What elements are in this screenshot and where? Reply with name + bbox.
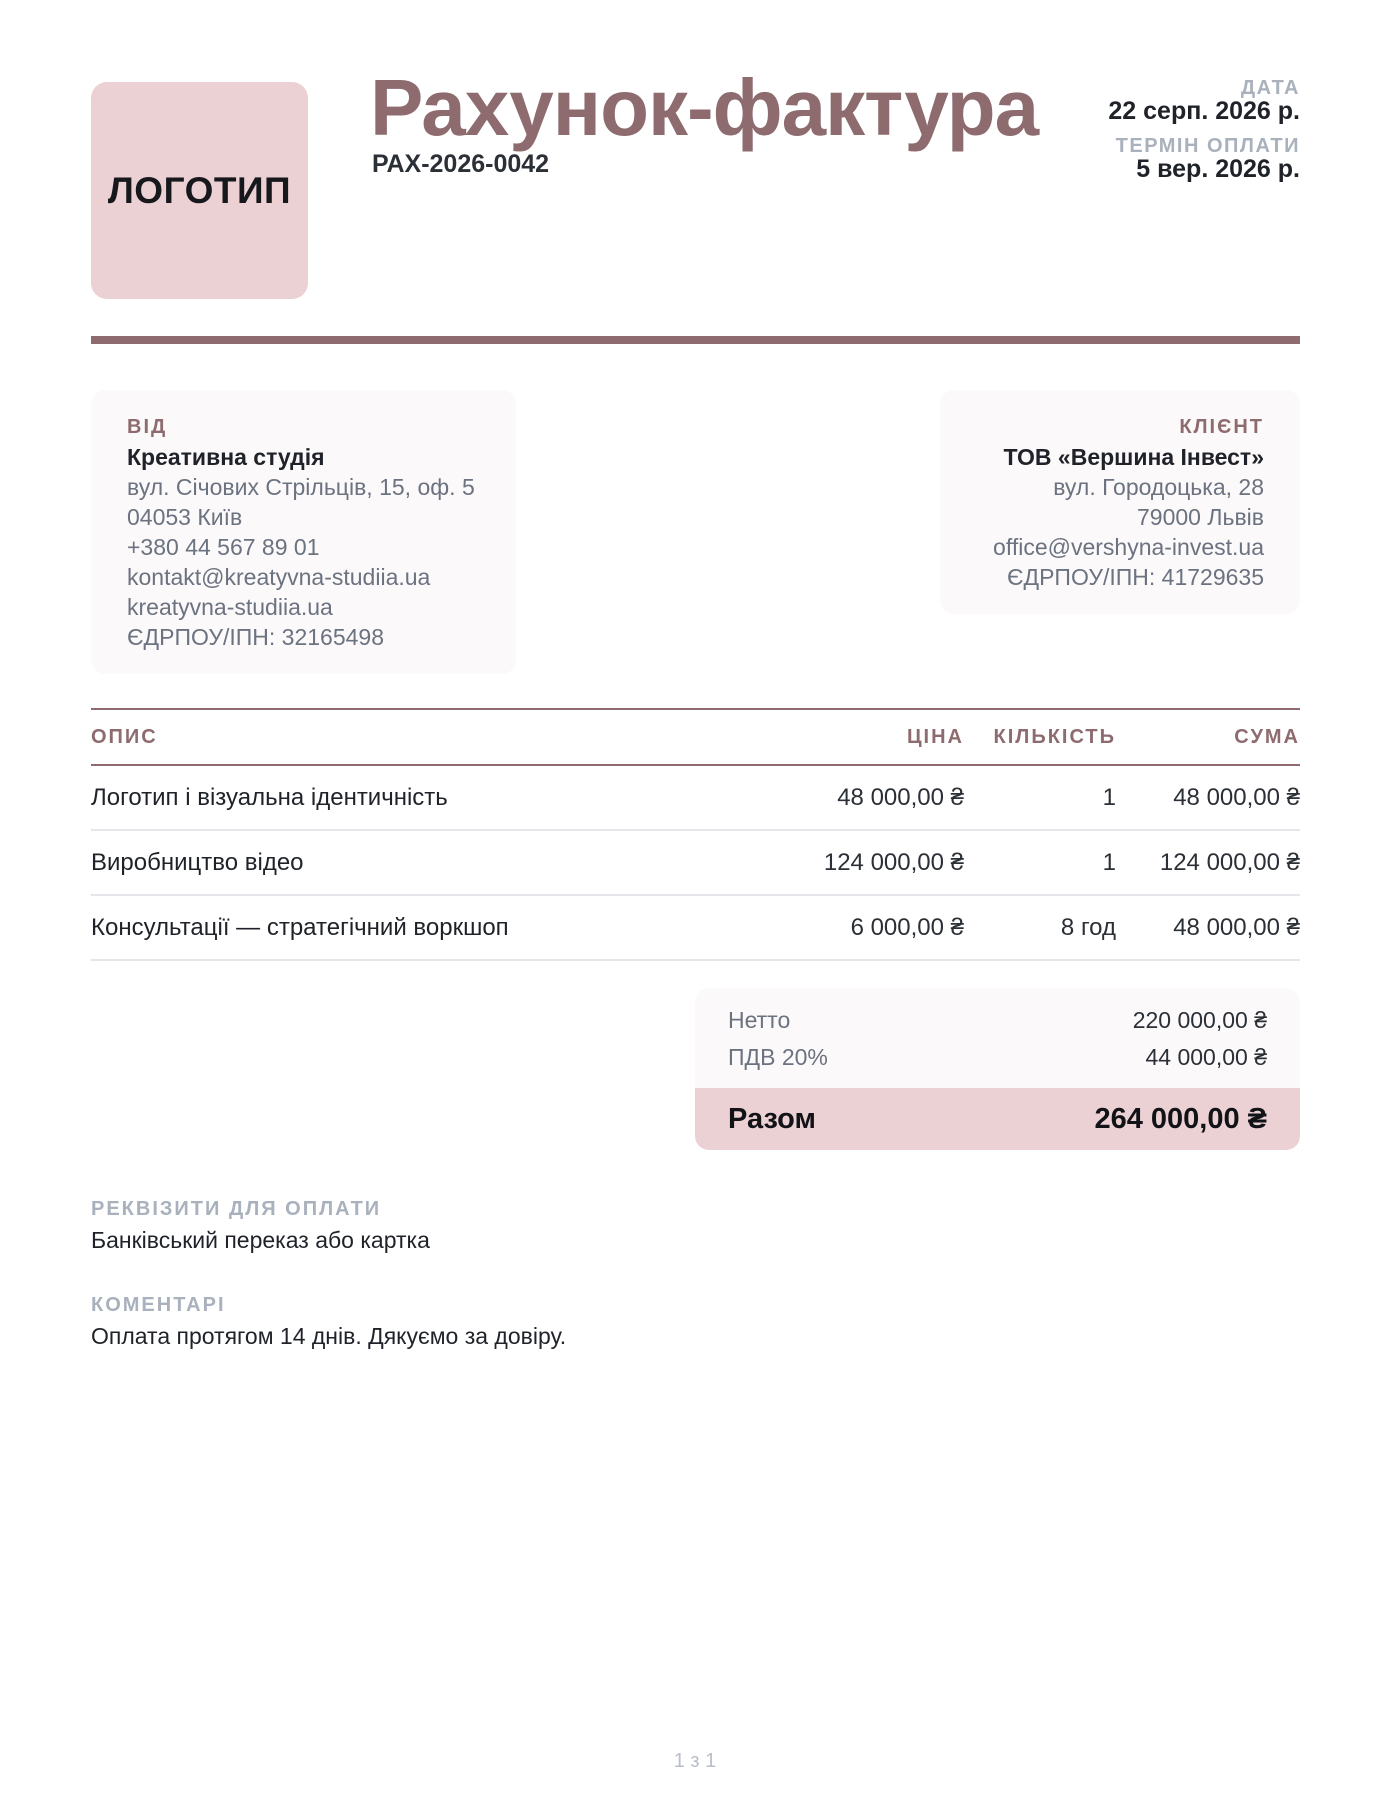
invoice-meta (1108, 78, 1300, 193)
sender-label: ВІД (127, 416, 168, 438)
page-number: 1 з 1 (673, 1750, 717, 1772)
grand-total-row (695, 1088, 1300, 1150)
total-label: Разом (728, 1102, 816, 1135)
table-header (91, 708, 1300, 766)
vat-value: 44 000,00 ₴ (1145, 1044, 1267, 1070)
comments-text: Оплата протягом 14 днів. Дякуємо за довіру. (91, 1323, 567, 1349)
net-value: 220 000,00 ₴ (1132, 1007, 1267, 1033)
client-address: вул. Городоцька, 28 (1053, 474, 1264, 500)
invoice-title: Рахунок-фактура (370, 63, 1039, 152)
client-name: ТОВ «Вершина Інвест» (1003, 444, 1264, 470)
sender-name: Креативна студія (127, 444, 325, 470)
sender-email: kontakt@kreatyvna-studiia.ua (127, 564, 431, 590)
table-row (91, 831, 1300, 896)
totals-box (695, 988, 1300, 1150)
sender-address: вул. Січових Стрільців, 15, оф. 5 (127, 474, 475, 500)
comments-label: КОМЕНТАРІ (91, 1294, 226, 1316)
sender-phone: +380 44 567 89 01 (127, 534, 320, 560)
item-amount: 48 000,00 ₴ (1173, 783, 1300, 811)
header-price: ЦІНА (906, 725, 964, 748)
item-price: 6 000,00 ₴ (850, 913, 964, 941)
vat-label: ПДВ 20% (728, 1044, 828, 1070)
comments-section (91, 1294, 566, 1350)
header-quantity: КІЛЬКІСТЬ (993, 725, 1116, 748)
item-quantity: 1 (1102, 783, 1116, 811)
client-email: office@vershyna-invest.ua (993, 534, 1264, 560)
item-amount: 48 000,00 ₴ (1173, 913, 1300, 941)
line-items-table (91, 708, 1300, 961)
item-quantity: 1 (1102, 848, 1116, 876)
due-label: ТЕРМІН ОПЛАТИ (1115, 134, 1300, 157)
invoice-number: РАХ-2026-0042 (372, 150, 550, 178)
date-value: 22 серп. 2026 р. (1108, 97, 1300, 125)
client-tax-id: ЄДРПОУ/ІПН: 41729635 (1006, 564, 1264, 590)
item-description: Консультації — стратегічний воркшоп (91, 913, 509, 941)
item-amount: 124 000,00 ₴ (1159, 848, 1300, 876)
item-description: Логотип і візуальна ідентичність (91, 783, 448, 811)
payment-label: РЕКВІЗИТИ ДЛЯ ОПЛАТИ (91, 1198, 382, 1220)
date-label: ДАТА (1240, 77, 1300, 99)
item-price: 124 000,00 ₴ (823, 848, 964, 876)
net-row (695, 1002, 1300, 1039)
sender-block (91, 390, 516, 674)
sender-city: 04053 Київ (127, 504, 243, 530)
client-block (940, 390, 1300, 614)
payment-details (91, 1198, 430, 1254)
sender-website: kreatyvna-studiia.ua (127, 594, 333, 620)
logo-placeholder (91, 82, 308, 299)
due-value: 5 вер. 2026 р. (1136, 154, 1300, 183)
header-description: ОПИС (91, 725, 158, 748)
vat-row (695, 1039, 1300, 1076)
payment-text: Банківський переказ або картка (91, 1227, 430, 1253)
item-description: Виробництво відео (91, 848, 304, 876)
item-price: 48 000,00 ₴ (837, 783, 964, 811)
client-city: 79000 Львів (1137, 504, 1264, 530)
net-label: Нетто (728, 1007, 791, 1033)
header-amount: СУМА (1234, 725, 1300, 748)
item-quantity: 8 год (1060, 913, 1116, 941)
client-label: КЛІЄНТ (1179, 416, 1264, 438)
sender-tax-id: ЄДРПОУ/ІПН: 32165498 (127, 624, 385, 650)
table-row (91, 896, 1300, 961)
header-divider (91, 336, 1300, 344)
logo-text: ЛОГОТИП (107, 169, 292, 211)
table-row (91, 766, 1300, 831)
total-value: 264 000,00 ₴ (1094, 1102, 1267, 1135)
